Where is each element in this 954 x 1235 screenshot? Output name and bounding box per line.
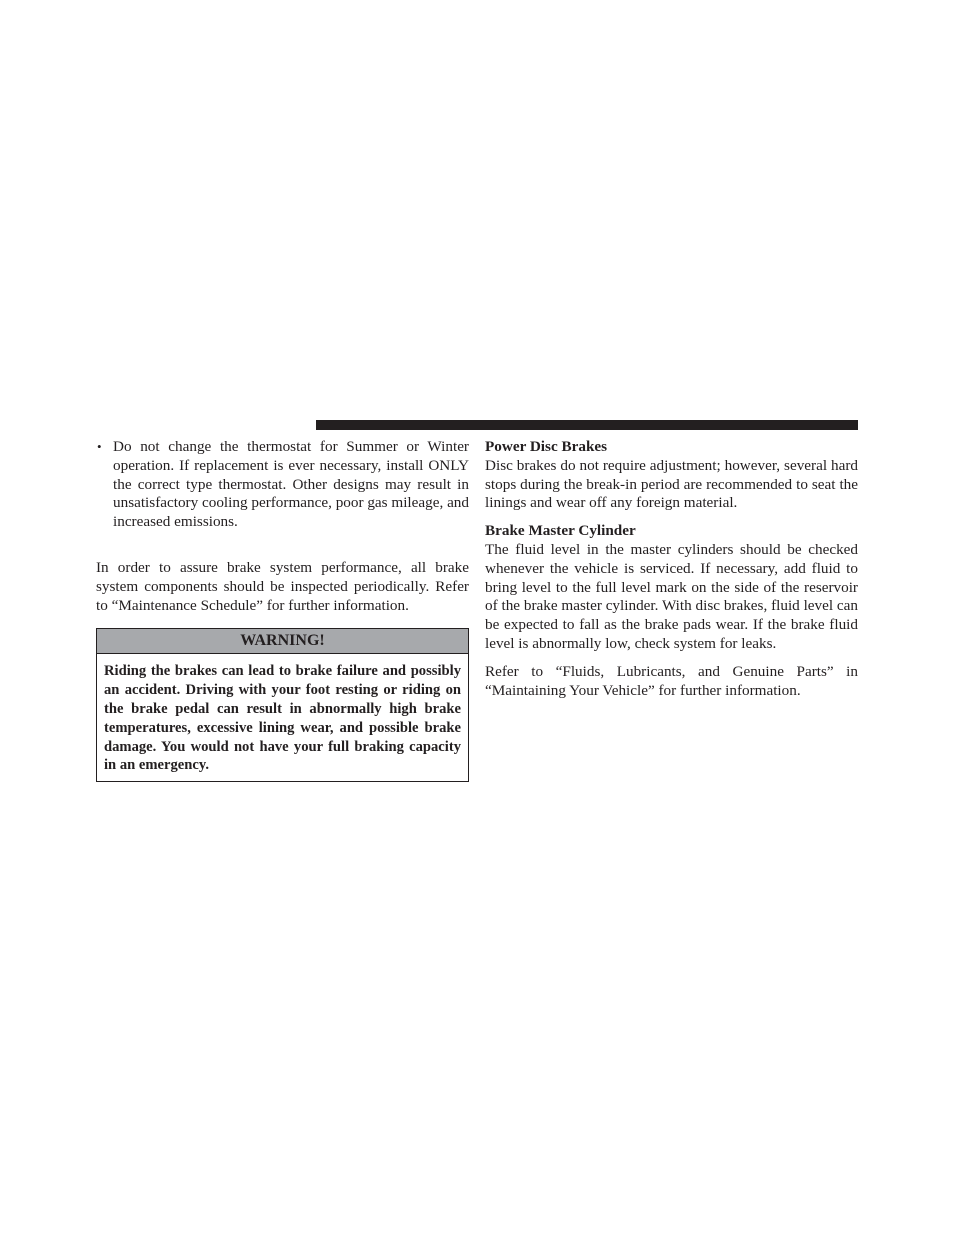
bullet-icon: • [97,439,102,454]
master-cylinder-paragraph: The fluid level in the master cylinders should be checked whenever the vehicle is serviced. If necessary, add fluid to bring level to the full level mark on the side of the reservoir of the brake master cylinder. With disc brakes, fluid level can be expected to fall as the brake pads wear. If the brake fluid level is abnormally low, check system for leaks. [485,540,858,652]
warning-body: Riding the brakes can lead to brake failure and possibly an accident. Driving with your foot resting or riding on the brake pedal can result in abnormally high brake temperatures, excessive lining wear, and possible brake damage. You would not have your full braking capacity in an emergency. [104,663,461,774]
disc-brakes-heading: Power Disc Brakes [485,438,608,455]
disc-brakes-paragraph: Disc brakes do not require adjustment; however, several hard stops during the break-in period are recommended to seat the linings and wear off any foreign material. [485,456,858,512]
right-column [485,438,858,700]
brake-intro-paragraph: In order to assure brake system performance, all brake system components should be inspected periodically. Refer to “Maintenance Schedule” for further information. [96,558,469,614]
refer-paragraph: Refer to “Fluids, Lubricants, and Genuine Parts” in “Maintaining Your Vehicle” for further information. [485,662,858,699]
warning-box [96,628,469,782]
left-column [96,438,469,782]
warning-title: WARNING! [97,629,468,654]
thermostat-bullet-text: Do not change the thermostat for Summer or Winter operation. If replacement is ever necessary, install ONLY the correct type thermostat. Other designs may result in unsatisfactory cooling performance, poor gas mileage, and increased emissions. [113,438,469,531]
master-cylinder-heading: Brake Master Cylinder [485,522,636,540]
thermostat-bullet [96,438,469,532]
header-rule [316,420,858,430]
